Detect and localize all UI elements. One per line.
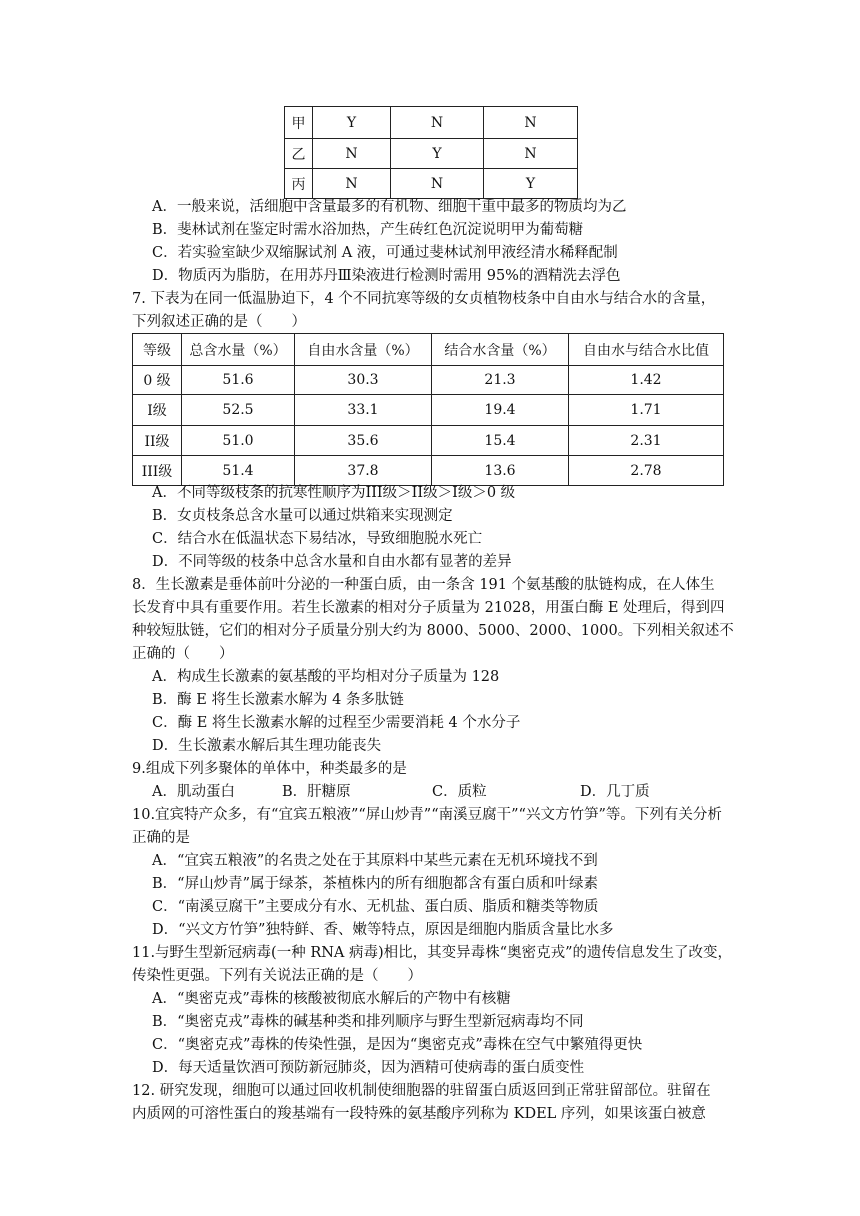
table-cell: 1.71 (569, 395, 724, 426)
q6-option-a: A．一般来说，活细胞中含量最多的有机物、细胞干重中最多的物质均为乙 (152, 199, 627, 215)
q8-option-b: B．酶 E 将生长激素水解为 4 条多肽链 (152, 692, 404, 708)
table-header: 等级 (133, 334, 182, 366)
q8-stem-line1: 8．生长激素是垂体前叶分泌的一种蛋白质，由一条含 191 个氨基酸的肽链构成，在人体生 (132, 577, 715, 593)
q10-option-c: C．“南溪豆腐干”主要成分有水、无机盐、蛋白质、脂质和糖类等物质 (152, 899, 599, 915)
q11-option-b: B．“奥密克戎”毒株的碱基种类和排列顺序与野生型新冠病毒均不同 (152, 1014, 584, 1030)
table-cell: 37.8 (295, 456, 432, 486)
table-row (133, 366, 724, 395)
q9-option-b: B．肝糖原 (282, 784, 351, 800)
table-header: 自由水与结合水比值 (569, 334, 724, 366)
water-content-table (132, 333, 724, 486)
table-cell: 0 级 (133, 366, 182, 395)
q9-option-d: D．几丁质 (580, 784, 650, 800)
substance-test-table (284, 106, 578, 199)
table-cell: I级 (133, 395, 182, 426)
table-cell: Y (313, 107, 391, 139)
table-cell: 2.31 (569, 426, 724, 456)
table-cell: 2.78 (569, 456, 724, 486)
q9-option-c: C．质粒 (432, 784, 487, 800)
q7-option-c: C．结合水在低温状态下易结冰，导致细胞脱水死亡 (152, 531, 483, 547)
q6-option-b: B．斐林试剂在鉴定时需水浴加热，产生砖红色沉淀说明甲为葡萄糖 (152, 222, 584, 238)
table-cell: 13.6 (432, 456, 569, 486)
q11-option-a: A．“奥密克戎”毒株的核酸被彻底水解后的产物中有核糖 (152, 991, 511, 1007)
q9-option-a: A．肌动蛋白 (152, 784, 235, 800)
table-cell: Y (484, 169, 578, 199)
q11-option-d: D．每天适量饮酒可预防新冠肺炎，因为酒精可使病毒的蛋白质变性 (152, 1060, 585, 1076)
table-header: 结合水含量（%） (432, 334, 569, 366)
table-row (285, 139, 578, 169)
q10-option-b: B．“屏山炒青”属于绿茶，茶植株内的所有细胞都含有蛋白质和叶绿素 (152, 876, 598, 892)
q7-stem-line1: 7. 下表为在同一低温胁迫下，4 个不同抗寒等级的女贞植物枝条中自由水与结合水的含量， (132, 291, 716, 307)
q8-option-c: C．酶 E 将生长激素水解的过程至少需要消耗 4 个水分子 (152, 715, 521, 731)
table-cell: N (484, 139, 578, 169)
table-cell: 19.4 (432, 395, 569, 426)
table-cell: 丙 (285, 169, 313, 199)
q8-stem-line2: 长发育中具有重要作用。若生长激素的相对分子质量为 21028，用蛋白酶 E 处理后，得到四 (132, 600, 725, 616)
q6-option-c: C．若实验室缺少双缩脲试剂 A 液，可通过斐林试剂甲液经清水稀释配制 (152, 245, 618, 261)
table-cell: N (391, 107, 484, 139)
table-cell: 1.42 (569, 366, 724, 395)
table-cell: 35.6 (295, 426, 432, 456)
table-row (133, 334, 724, 366)
table-cell: 30.3 (295, 366, 432, 395)
table-cell: N (484, 107, 578, 139)
table-cell: 51.4 (182, 456, 295, 486)
table-cell: N (391, 169, 484, 199)
table-row (133, 456, 724, 486)
q11-stem-line1: 11.与野生型新冠病毒(一种 RNA 病毒)相比，其变异毒株“奥密克戎”的遗传信息发生了改变， (132, 945, 732, 961)
q7-option-d: D．不同等级的枝条中总含水量和自由水都有显著的差异 (152, 554, 512, 570)
table-cell: 乙 (285, 139, 313, 169)
q10-stem-line2: 正确的是 (132, 830, 190, 846)
q10-stem-line1: 10.宜宾特产众多，有“宜宾五粮液”“屏山炒青”“南溪豆腐干”“兴文方竹笋”等。下列有关分析 (132, 807, 722, 823)
table-cell: 33.1 (295, 395, 432, 426)
table-row (285, 107, 578, 139)
q8-stem-line3: 种较短肽链，它们的相对分子质量分别大约为 8000、5000、2000、1000。下列相关叙述不 (132, 623, 734, 639)
q11-stem-line2: 传染性更强。下列有关说法正确的是（ ） (132, 968, 422, 984)
q8-option-d: D．生长激素水解后其生理功能丧失 (152, 738, 382, 754)
table-header: 自由水含量（%） (295, 334, 432, 366)
q10-option-d: D．“兴文方竹笋”独特鲜、香、嫩等特点，原因是细胞内脂质含量比水多 (152, 922, 614, 938)
table-cell: 52.5 (182, 395, 295, 426)
q7-option-b: B．女贞枝条总含水量可以通过烘箱来实现测定 (152, 508, 453, 524)
table-cell: N (313, 139, 391, 169)
table-header: 总含水量（%） (182, 334, 295, 366)
q7-option-a: A．不同等级枝条的抗寒性顺序为III级＞II级＞I级＞0 级 (152, 485, 516, 501)
table-cell: 甲 (285, 107, 313, 139)
q7-stem-line2: 下列叙述正确的是（ ） (132, 314, 306, 330)
table-row (133, 426, 724, 456)
table-cell: 51.6 (182, 366, 295, 395)
table-cell: 51.0 (182, 426, 295, 456)
table-cell: Y (391, 139, 484, 169)
q8-stem-line4: 正确的（ ） (132, 646, 234, 662)
table-cell: 21.3 (432, 366, 569, 395)
table-row (133, 395, 724, 426)
table-cell: II级 (133, 426, 182, 456)
table-cell: N (313, 169, 391, 199)
table-cell: 15.4 (432, 426, 569, 456)
q6-option-d: D．物质丙为脂肪，在用苏丹Ⅲ染液进行检测时需用 95%的酒精洗去浮色 (152, 268, 621, 284)
table-row (285, 169, 578, 199)
q12-stem-line2: 内质网的可溶性蛋白的羧基端有一段特殊的氨基酸序列称为 KDEL 序列，如果该蛋白被意 (132, 1106, 706, 1122)
q8-option-a: A．构成生长激素的氨基酸的平均相对分子质量为 128 (152, 669, 500, 685)
q11-option-c: C．“奥密克戎”毒株的传染性强，是因为“奥密克戎”毒株在空气中繁殖得更快 (152, 1037, 643, 1053)
table-cell: III级 (133, 456, 182, 486)
q12-stem-line1: 12. 研究发现，细胞可以通过回收机制使细胞器的驻留蛋白质返回到正常驻留部位。驻留在 (132, 1083, 711, 1099)
q10-option-a: A．“宜宾五粮液”的名贵之处在于其原料中某些元素在无机环境找不到 (152, 853, 598, 869)
q9-stem: 9.组成下列多聚体的单体中，种类最多的是 (132, 761, 407, 777)
